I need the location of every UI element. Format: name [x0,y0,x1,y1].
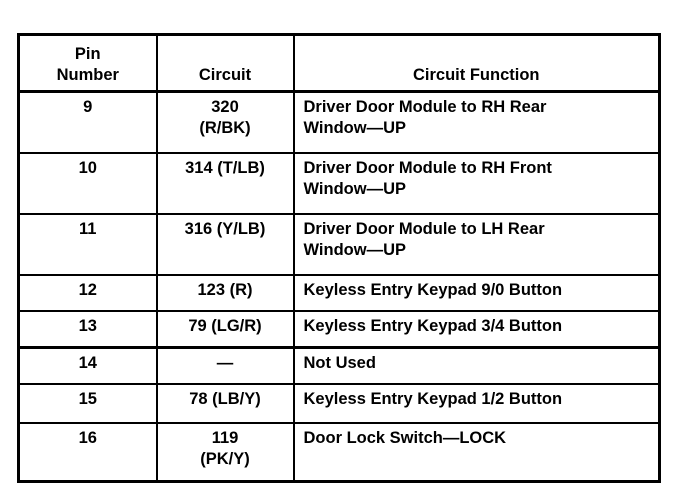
function-line: Window—UP [303,180,407,198]
circuit-line: (R/BK) [199,119,251,137]
function-line: Door Lock Switch—LOCK [303,429,507,447]
circuit-cell [157,214,294,275]
pin-cell: 15 [19,384,157,423]
pin-header-line2: Number [56,66,119,84]
function-line: Driver Door Module to RH Front [303,159,552,177]
circuit-cell [157,275,294,311]
circuit-line: 314 (T/LB) [185,159,265,177]
pin-cell: 10 [19,153,157,214]
circuit-cell [157,92,294,154]
circuit-cell [157,311,294,348]
circuit-line: 316 (Y/LB) [184,220,266,238]
pin-circuit-table [17,33,661,483]
function-cell [294,348,660,385]
function-line: Window—UP [303,241,407,259]
table-row [19,384,660,423]
function-line: Keyless Entry Keypad 9/0 Button [303,281,563,299]
circuit-line: (PK/Y) [200,450,250,468]
table-row [19,275,660,311]
circuit-line: 79 (LG/R) [188,317,262,335]
circuit-line: 123 (R) [197,281,253,299]
circuit-line: — [216,354,234,372]
circuit-cell [157,348,294,385]
function-cell [294,384,660,423]
function-line: Driver Door Module to RH Rear [303,98,547,116]
table-row [19,348,660,385]
function-cell [294,214,660,275]
function-line: Keyless Entry Keypad 3/4 Button [303,317,563,335]
function-line: Driver Door Module to LH Rear [303,220,545,238]
table-row [19,153,660,214]
pin-header-line1: Pin [74,45,101,63]
pin-cell: 11 [19,214,157,275]
function-cell [294,311,660,348]
function-cell [294,423,660,482]
circuit-cell [157,153,294,214]
function-cell [294,92,660,154]
table-row [19,214,660,275]
function-line: Not Used [303,354,376,372]
pin-cell: 12 [19,275,157,311]
table-row [19,92,660,154]
function-cell [294,153,660,214]
table-header-row [19,35,660,92]
pin-cell: 16 [19,423,157,482]
circuit-function-header: Circuit Function [294,35,660,92]
pin-cell: 13 [19,311,157,348]
pin-number-header [19,35,157,92]
pin-cell: 14 [19,348,157,385]
table-row [19,311,660,348]
pin-cell: 9 [19,92,157,154]
circuit-line: 78 (LB/Y) [189,390,261,408]
circuit-cell [157,384,294,423]
circuit-line: 119 [211,429,239,447]
function-line: Keyless Entry Keypad 1/2 Button [303,390,563,408]
circuit-line: 320 [211,98,239,116]
circuit-header: Circuit [157,35,294,92]
function-cell [294,275,660,311]
function-line: Window—UP [303,119,407,137]
circuit-cell [157,423,294,482]
table-row [19,423,660,482]
